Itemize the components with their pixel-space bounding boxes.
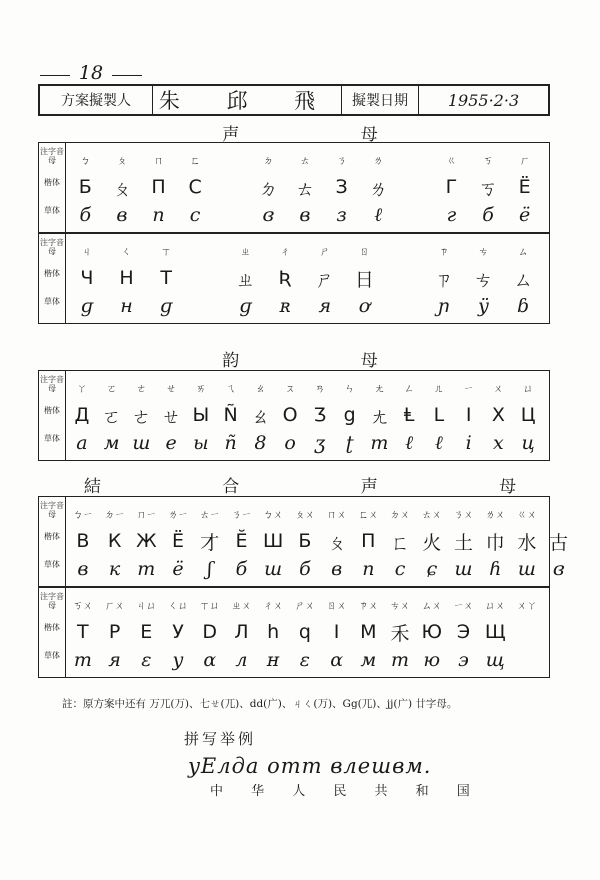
row-kaiti bbox=[67, 174, 545, 200]
letter-cell: Е bbox=[140, 621, 153, 643]
letter-cell: Б bbox=[78, 176, 92, 198]
letter-cell: ㄅㄨ bbox=[263, 509, 284, 521]
letter-cell: ㄓㄨ bbox=[231, 600, 252, 612]
letter-cell: ɑ bbox=[330, 649, 344, 671]
row-kaiti bbox=[67, 528, 569, 554]
letter-cell: ɦ bbox=[489, 558, 502, 580]
letter-cell: ㄌㄧ bbox=[168, 509, 189, 521]
letter-cell: ㄕ bbox=[315, 268, 335, 291]
letter-cell: у bbox=[172, 649, 184, 671]
footnote: 註：原方案中还有 万兀(ㄪ)、七ㄝ(ㄫ)、dd(ㄬ)、ㄐㄑ(ㄪ)、Gg(ㄫ)、jj(ㄬ) 廿字母。 bbox=[62, 698, 458, 710]
letter-cell: ш bbox=[517, 558, 536, 580]
letter-cell: ㄈ bbox=[190, 155, 201, 167]
row-kaiti bbox=[67, 402, 545, 428]
author-name: 朱 邱 飛 bbox=[158, 89, 336, 113]
row-label-caoti: 草体 bbox=[44, 297, 60, 306]
table-block bbox=[39, 371, 549, 460]
letter-cell: I bbox=[333, 621, 340, 643]
letter-cell: ʜ bbox=[266, 649, 280, 671]
row-zhuyin bbox=[67, 374, 545, 400]
date-label: 擬製日期 bbox=[352, 93, 408, 109]
letter-cell: ㄊ bbox=[295, 177, 315, 200]
letter-cell: ㄆ bbox=[112, 177, 132, 200]
letter-cell: ㄌㄨ bbox=[485, 509, 506, 521]
letter-cell: с bbox=[189, 204, 201, 226]
letter-cell: ㄅ bbox=[80, 155, 91, 167]
row-label-zhuyin: 注字音母 bbox=[40, 375, 64, 393]
row-kaiti bbox=[67, 619, 545, 645]
letter-cell: Ш bbox=[263, 530, 284, 552]
letter-cell: л bbox=[235, 649, 248, 671]
letter-cell: ㄘ bbox=[478, 246, 489, 258]
row-label-caoti: 草体 bbox=[44, 206, 60, 215]
letter-cell: ё bbox=[172, 558, 184, 580]
letter-cell: ㄔ bbox=[280, 246, 291, 258]
letter-cell: ㄑㄩ bbox=[168, 600, 189, 612]
letter-cell: ԛ bbox=[298, 621, 311, 643]
letter-cell: т bbox=[73, 649, 92, 671]
letter-cell: ㄆ bbox=[116, 155, 127, 167]
letter-cell: ㄣ bbox=[344, 383, 355, 395]
letter-cell: г bbox=[446, 204, 457, 226]
letter-cell: Х bbox=[491, 404, 505, 426]
row-label-kaiti: 楷体 bbox=[44, 178, 60, 187]
letter-cell: т bbox=[370, 432, 389, 454]
letter-cell: ㄩ bbox=[523, 383, 534, 395]
letter-cell: Т bbox=[77, 621, 89, 643]
letter-cell: Э bbox=[456, 621, 471, 643]
row-label-caoti: 草体 bbox=[44, 651, 60, 660]
letter-cell: 日 bbox=[354, 268, 374, 291]
letter-cell: ㄋㄨ bbox=[453, 509, 474, 521]
letter-cell: я bbox=[108, 649, 121, 671]
letter-cell: ʀ bbox=[279, 295, 291, 317]
letter-cell: ㄏ bbox=[519, 155, 530, 167]
row-label-kaiti: 楷体 bbox=[44, 269, 60, 278]
table-block bbox=[39, 497, 569, 586]
row-label-caoti: 草体 bbox=[44, 434, 60, 443]
row-caoti bbox=[67, 647, 545, 673]
letter-cell: ㄧㄨ bbox=[453, 600, 474, 612]
letter-cell: ʈ bbox=[345, 432, 354, 454]
letter-cell: ㄓ bbox=[240, 246, 251, 258]
author-label: 方案擬製人 bbox=[61, 93, 131, 109]
letter-cell: ш bbox=[132, 432, 151, 454]
letter-cell: б bbox=[235, 558, 248, 580]
letter-cell: ㄙ bbox=[518, 246, 529, 258]
letter-cell: Ӗ bbox=[235, 530, 248, 552]
letter-cell: Ⱡ bbox=[403, 404, 415, 426]
letter-cell: ㄆ bbox=[327, 531, 347, 554]
letter-cell: К bbox=[107, 530, 122, 552]
letter-cell: в bbox=[77, 558, 89, 580]
author-label-cell bbox=[40, 86, 153, 114]
letter-cell: ㄗ bbox=[438, 246, 449, 258]
letter-cell: ɡ bbox=[80, 295, 93, 317]
row-caoti bbox=[67, 430, 545, 456]
letter-cell: я bbox=[318, 295, 332, 317]
letter-cell: ㄜ bbox=[136, 383, 147, 395]
letter-cell: ℓ bbox=[405, 431, 414, 454]
letter-cell: ш bbox=[264, 558, 283, 580]
letter-cell: Д bbox=[74, 404, 90, 426]
letter-cell: ㄈㄨ bbox=[358, 509, 379, 521]
letter-cell: Н bbox=[119, 267, 134, 289]
letter-cell: ㄕㄨ bbox=[294, 600, 315, 612]
letter-cell: в bbox=[331, 558, 343, 580]
letter-cell: н bbox=[120, 295, 133, 317]
letter-cell: ㄐ bbox=[81, 246, 92, 258]
author-name-cell bbox=[153, 86, 342, 114]
letter-cell: т bbox=[137, 558, 156, 580]
letter-cell: ㄠ bbox=[255, 383, 266, 395]
letter-cell: а bbox=[76, 432, 88, 454]
letter-cell: ㄙㄨ bbox=[421, 600, 442, 612]
letter-cell: ㄦ bbox=[433, 383, 444, 395]
letter-cell: ㄅㄧ bbox=[72, 509, 93, 521]
letter-cell: 巾 bbox=[485, 531, 505, 554]
letter-cell: ㄨ bbox=[493, 383, 504, 395]
letter-cell: О bbox=[282, 404, 298, 426]
letter-cell: 火 bbox=[422, 531, 442, 554]
letter-cell: ㄗ bbox=[434, 268, 454, 291]
letter-cell: ㄇ bbox=[153, 155, 164, 167]
letter-cell: ñ bbox=[224, 432, 237, 454]
row-zhuyin bbox=[67, 500, 545, 526]
letter-cell: б bbox=[482, 204, 494, 226]
date-cell bbox=[419, 86, 548, 114]
letter-cell: ㄊㄨ bbox=[421, 509, 442, 521]
table-block bbox=[39, 232, 549, 323]
letter-cell: ㄒㄩ bbox=[199, 600, 220, 612]
letter-cell: З bbox=[335, 176, 348, 198]
section-title-compound: 結 合 声 母 bbox=[83, 477, 575, 497]
date-label-cell bbox=[342, 86, 419, 114]
letter-cell: ц bbox=[521, 432, 535, 454]
letter-cell: ℓ bbox=[374, 203, 383, 226]
divider bbox=[112, 75, 142, 76]
letter-cell: ㄥ bbox=[404, 383, 415, 395]
letter-cell: ㄞ bbox=[195, 383, 206, 395]
letter-cell: ㄎㄨ bbox=[72, 600, 93, 612]
letter-cell: ㄛ bbox=[102, 405, 122, 428]
table-block bbox=[39, 143, 549, 232]
letter-cell: ㄔㄨ bbox=[263, 600, 284, 612]
letter-cell: ㄩㄨ bbox=[485, 600, 506, 612]
letter-cell: ÿ bbox=[478, 295, 489, 317]
letter-cell: ʃ bbox=[207, 558, 213, 580]
letter-cell: ɛ bbox=[141, 649, 152, 671]
letter-cell: ɲ bbox=[437, 295, 450, 317]
letter-cell: ɡ bbox=[160, 295, 173, 317]
letter-cell: В bbox=[76, 530, 90, 552]
letter-cell: ɞ bbox=[552, 558, 565, 580]
letter-cell: ㄋ bbox=[336, 155, 347, 167]
row-label-zhuyin: 注字音母 bbox=[40, 501, 64, 519]
letter-cell: ы bbox=[193, 432, 209, 454]
row-caoti bbox=[67, 202, 545, 228]
letter-cell: х bbox=[493, 432, 504, 454]
letter-cell: ㄤ bbox=[374, 383, 385, 395]
letter-cell: ш bbox=[454, 558, 473, 580]
letter-cell: ʒ bbox=[314, 432, 326, 454]
letter-cell: ㄟ bbox=[225, 383, 236, 395]
letter-cell: Ц bbox=[520, 404, 536, 426]
row-zhuyin bbox=[67, 237, 545, 263]
letter-cell: ㄏㄨ bbox=[104, 600, 125, 612]
letter-cell: П bbox=[151, 176, 166, 198]
letter-cell: ɡ bbox=[239, 295, 252, 317]
letter-cell: Л bbox=[234, 621, 249, 643]
row-label-zhuyin: 注字音母 bbox=[40, 147, 64, 165]
letter-cell: У bbox=[172, 621, 184, 643]
letter-cell: ㄈ bbox=[390, 531, 410, 554]
letter-cell: 8 bbox=[254, 432, 267, 454]
letter-cell: ㄝ bbox=[166, 383, 177, 395]
letter-cell: ㄍ bbox=[446, 155, 457, 167]
letter-cell: 土 bbox=[453, 531, 473, 554]
letter-cell: ㄉㄧ bbox=[104, 509, 125, 521]
letter-cell: ɕ bbox=[426, 558, 438, 580]
letter-cell: з bbox=[336, 204, 347, 226]
letter-cell: ℓ bbox=[434, 431, 443, 454]
row-label-caoti: 草体 bbox=[44, 560, 60, 569]
example-text: yЕлда отт влешвм. bbox=[188, 754, 432, 778]
letter-cell: ɑ bbox=[203, 649, 217, 671]
initials-table bbox=[38, 142, 550, 324]
letter-cell: в bbox=[299, 204, 311, 226]
letter-cell: ㄜ bbox=[131, 405, 151, 428]
letter-cell: ơ bbox=[358, 295, 371, 317]
letter-cell: Ж bbox=[136, 530, 157, 552]
section-title-finals: 韵 母 bbox=[222, 351, 436, 371]
letter-cell: ㄙ bbox=[513, 268, 533, 291]
letter-cell: ㄡ bbox=[285, 383, 296, 395]
letter-cell: б bbox=[299, 558, 311, 580]
letter-cell: Ʀ bbox=[278, 267, 292, 289]
letter-cell: Т bbox=[160, 267, 172, 289]
letter-cell: Г bbox=[445, 176, 458, 198]
letter-cell: ㄍㄨ bbox=[516, 509, 537, 521]
letter-cell: ю bbox=[423, 649, 441, 671]
letter-cell: Ñ bbox=[223, 404, 238, 426]
row-zhuyin bbox=[67, 146, 545, 172]
letter-cell: ㄋㄧ bbox=[231, 509, 252, 521]
page-number-text: 18 bbox=[78, 62, 104, 84]
letter-cell: ㄎ bbox=[483, 155, 493, 167]
page-number bbox=[40, 62, 142, 84]
letter-cell: ɛ bbox=[299, 649, 310, 671]
letter-cell: ɞ bbox=[262, 204, 275, 226]
letter-cell: Ю bbox=[421, 621, 443, 643]
letter-cell: Ё bbox=[172, 530, 185, 552]
letter-cell: ㄌ bbox=[373, 155, 384, 167]
letter-cell: Ϲ bbox=[188, 176, 202, 198]
finals-table bbox=[38, 370, 550, 461]
letter-cell: ㄠ bbox=[250, 405, 270, 428]
letter-cell: ㄑ bbox=[121, 246, 132, 258]
letter-cell: Ч bbox=[80, 267, 94, 289]
letter-cell: ㄘ bbox=[473, 268, 493, 291]
divider bbox=[40, 75, 70, 76]
table-block bbox=[39, 586, 549, 677]
row-label-kaiti: 楷体 bbox=[44, 406, 60, 415]
letter-cell: D bbox=[202, 621, 218, 643]
letter-cell: ㄨㄚ bbox=[516, 600, 537, 612]
row-label-kaiti: 楷体 bbox=[44, 623, 60, 632]
letter-cell: Ы bbox=[192, 404, 210, 426]
letter-cell: в bbox=[116, 204, 128, 226]
letter-cell: е bbox=[165, 432, 177, 454]
row-kaiti bbox=[67, 265, 545, 291]
letter-cell: ㄉㄨ bbox=[390, 509, 411, 521]
letter-cell: 古 bbox=[549, 531, 569, 554]
letter-cell: ɓ bbox=[516, 295, 530, 317]
letter-cell: ㄉ bbox=[263, 155, 274, 167]
letter-cell: Ⅼ bbox=[433, 404, 445, 426]
letter-cell: ց bbox=[343, 404, 356, 426]
letter-cell: ë bbox=[518, 204, 531, 226]
letter-cell: т bbox=[391, 649, 410, 671]
letter-cell: п bbox=[152, 204, 165, 226]
letter-cell: h bbox=[267, 621, 280, 643]
letter-cell: 才 bbox=[200, 531, 220, 554]
compound-table bbox=[38, 496, 569, 678]
row-label-zhuyin: 注字音母 bbox=[40, 238, 64, 256]
letter-cell: с bbox=[394, 558, 406, 580]
row-caoti bbox=[67, 556, 565, 582]
letter-cell: ㄉ bbox=[258, 177, 278, 200]
letter-cell: ㄗㄨ bbox=[358, 600, 379, 612]
letter-cell: щ bbox=[485, 649, 505, 671]
letter-cell: ㄤ bbox=[369, 405, 389, 428]
letter-cell: ㄆㄨ bbox=[294, 509, 315, 521]
letter-cell: ㄘㄨ bbox=[390, 600, 411, 612]
letter-cell: ㄢ bbox=[314, 383, 325, 395]
letter-cell: ㄇㄧ bbox=[136, 509, 157, 521]
letter-cell: Б bbox=[298, 530, 312, 552]
row-label-kaiti: 楷体 bbox=[44, 532, 60, 541]
letter-cell: Щ bbox=[484, 621, 506, 643]
letter-cell: М bbox=[360, 621, 377, 643]
letter-cell: і bbox=[465, 432, 472, 454]
letter-cell: ㄝ bbox=[161, 405, 181, 428]
letter-cell: ㄛ bbox=[106, 383, 117, 395]
letter-cell: ㄓ bbox=[235, 268, 255, 291]
letter-cell: ㄎ bbox=[478, 177, 498, 200]
letter-cell: ㄚ bbox=[76, 383, 87, 395]
letter-cell: ㄕ bbox=[319, 246, 330, 258]
letter-cell: п bbox=[362, 558, 375, 580]
example-translation: 中 华 人 民 共 和 国 bbox=[210, 784, 482, 799]
letter-cell: П bbox=[361, 530, 376, 552]
letter-cell: ㄊㄧ bbox=[199, 509, 220, 521]
row-zhuyin bbox=[67, 591, 545, 617]
letter-cell: Ё bbox=[518, 176, 531, 198]
letter-cell: б bbox=[79, 204, 92, 226]
letter-cell: ㄊ bbox=[299, 155, 310, 167]
letter-cell: Ʒ bbox=[313, 404, 327, 426]
example-title: 拼写举例 bbox=[184, 730, 257, 748]
date-value: 1955·2·3 bbox=[447, 90, 520, 110]
header-table bbox=[38, 84, 550, 116]
letter-cell: э bbox=[458, 649, 469, 671]
letter-cell: 禾 bbox=[390, 622, 410, 645]
letter-cell: м bbox=[360, 649, 377, 671]
letter-cell: 水 bbox=[517, 531, 537, 554]
letter-cell: ㄇㄨ bbox=[326, 509, 347, 521]
row-caoti bbox=[67, 293, 545, 319]
letter-cell: ㄒ bbox=[161, 246, 172, 258]
letter-cell: ㄖ bbox=[359, 246, 370, 258]
letter-cell: ㄧ bbox=[463, 383, 474, 395]
letter-cell: о bbox=[284, 432, 296, 454]
row-label-zhuyin: 注字音母 bbox=[40, 592, 64, 610]
letter-cell: м bbox=[103, 432, 120, 454]
letter-cell: ㄌ bbox=[368, 177, 388, 200]
section-title-initials: 声 母 bbox=[222, 125, 436, 145]
letter-cell: ㄖㄨ bbox=[326, 600, 347, 612]
letter-cell: к bbox=[108, 558, 121, 580]
letter-cell: ㄐㄩ bbox=[136, 600, 157, 612]
letter-cell: Р bbox=[108, 621, 121, 643]
letter-cell: Ⅰ bbox=[465, 404, 472, 426]
